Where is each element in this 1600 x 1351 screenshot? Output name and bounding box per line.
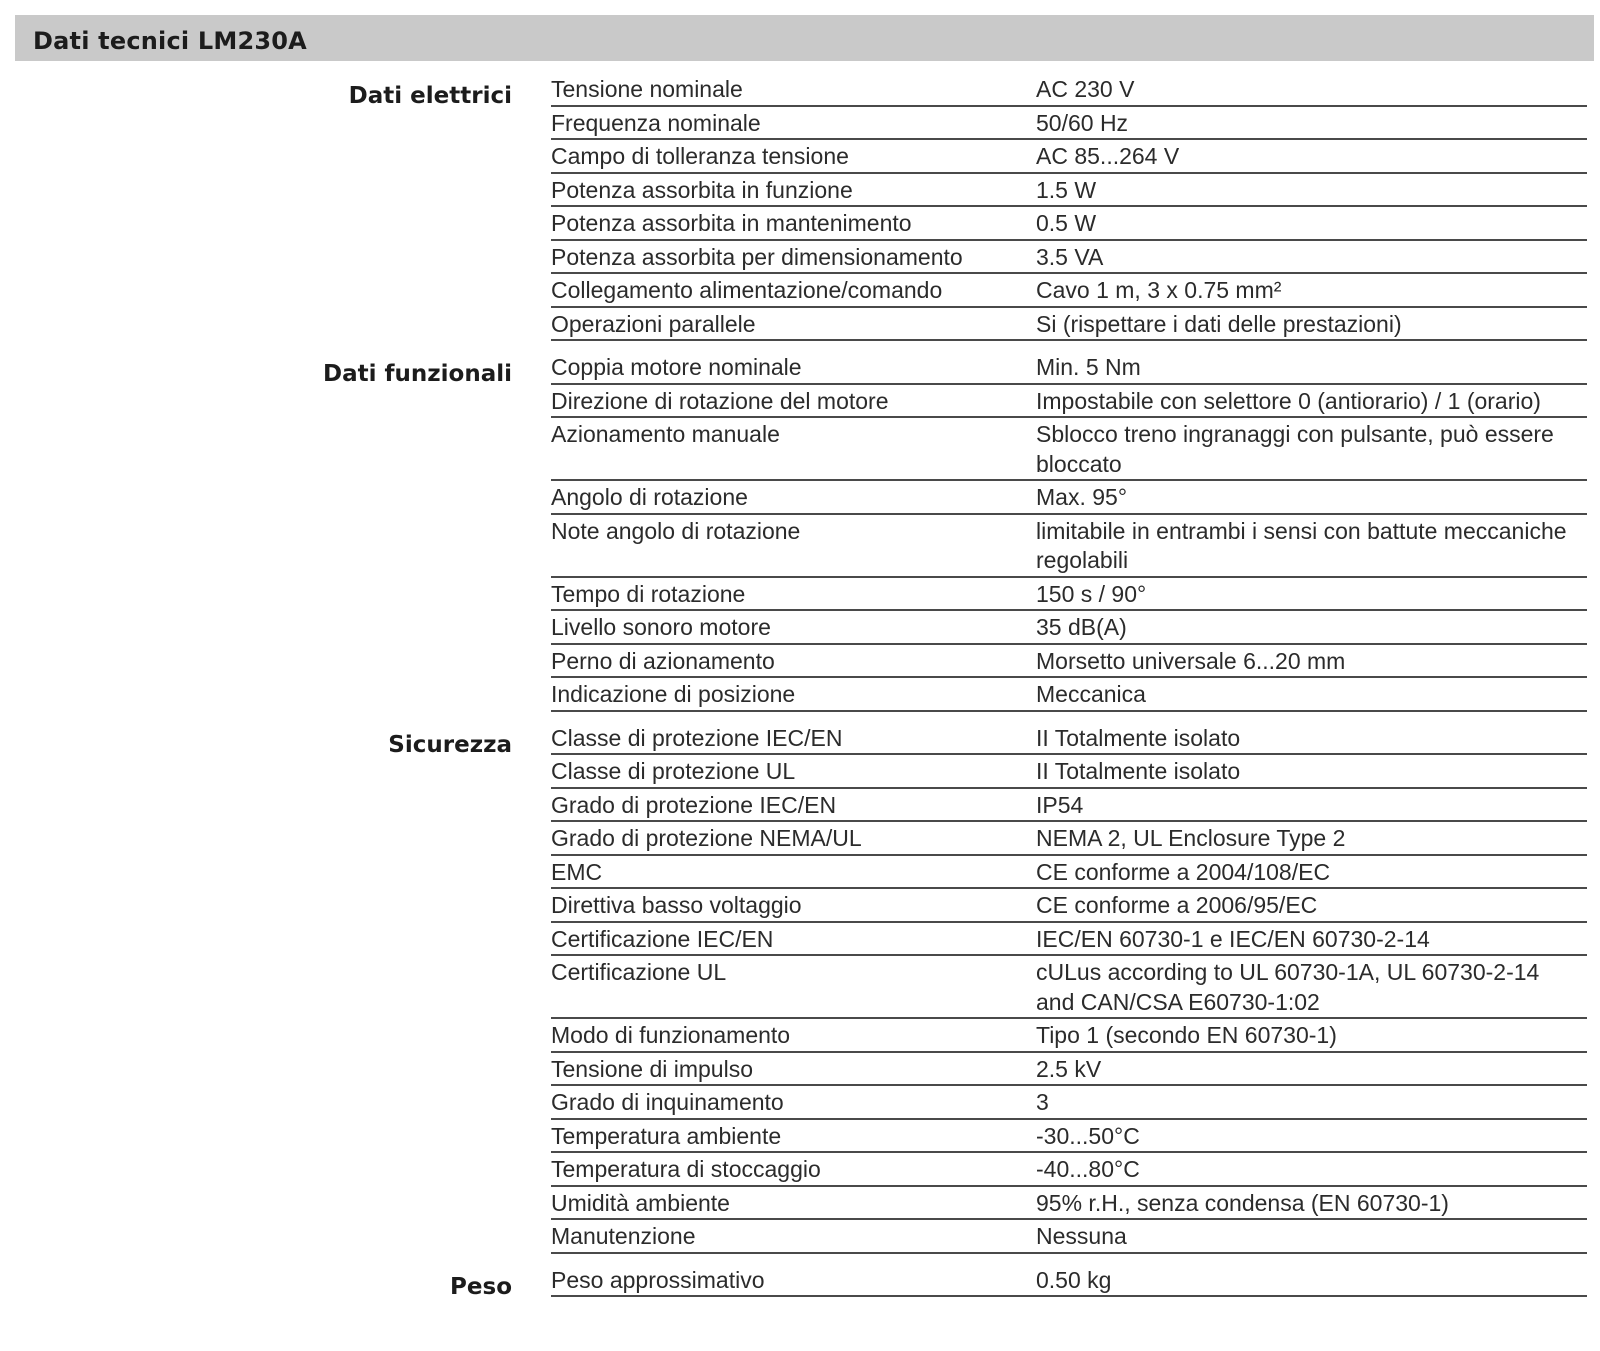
spec-key: Direzione di rotazione del motore <box>551 387 889 414</box>
spec-key: Angolo di rotazione <box>551 484 748 510</box>
spec-key: Campo di tolleranza tensione <box>551 143 849 169</box>
title-bar <box>15 15 1594 61</box>
spec-value: NEMA 2, UL Enclosure Type 2 <box>1036 825 1346 851</box>
spec-value: Nessuna <box>1036 1223 1127 1249</box>
spec-key: Temperatura ambiente <box>551 1122 782 1149</box>
spec-table <box>551 722 1587 1254</box>
spec-key: Grado di protezione NEMA/UL <box>551 825 862 851</box>
spec-key: Indicazione di posizione <box>551 681 796 707</box>
spec-key: EMC <box>551 858 603 885</box>
spec-row <box>551 1187 1587 1221</box>
spec-key: Peso approssimativo <box>551 1266 765 1293</box>
spec-key: Classe di protezione UL <box>551 758 796 784</box>
spec-value: II Totalmente isolato <box>1036 758 1241 784</box>
spec-key: Potenza assorbita in funzione <box>551 176 853 203</box>
spec-row <box>551 1153 1587 1187</box>
section-label: Dati elettrici <box>348 83 512 109</box>
spec-value: IP54 <box>1036 791 1084 818</box>
spec-row <box>551 1053 1587 1087</box>
spec-row <box>551 889 1587 923</box>
spec-value: CE conforme a 2006/95/EC <box>1036 892 1318 918</box>
spec-value: CE conforme a 2004/108/EC <box>1036 858 1331 885</box>
spec-value: 2.5 kV <box>1036 1055 1102 1082</box>
spec-value: Impostabile con selettore 0 (antiorario) / 1 (orario) <box>1036 387 1541 414</box>
spec-key: Direttiva basso voltaggio <box>551 892 802 918</box>
spec-table <box>551 351 1587 712</box>
spec-value: 50/60 Hz <box>1036 109 1129 136</box>
spec-row <box>551 755 1587 789</box>
spec-section <box>0 351 1600 712</box>
spec-value: 0.50 kg <box>1036 1266 1112 1293</box>
spec-table <box>551 1264 1587 1298</box>
spec-key: Certificazione UL <box>551 959 727 985</box>
spec-key: Modo di funzionamento <box>551 1022 791 1048</box>
spec-row <box>551 645 1587 679</box>
section-label: Dati funzionali <box>323 361 512 387</box>
spec-value: AC 85...264 V <box>1036 143 1180 169</box>
spec-value: Tipo 1 (secondo EN 60730-1) <box>1036 1022 1337 1048</box>
spec-sections <box>0 73 1600 1307</box>
spec-row <box>551 678 1587 712</box>
spec-key: Manutenzione <box>551 1223 696 1249</box>
spec-row <box>551 578 1587 612</box>
spec-value: Meccanica <box>1036 681 1146 707</box>
spec-key: Grado di protezione IEC/EN <box>551 791 837 818</box>
spec-row <box>551 1220 1587 1254</box>
spec-key: Certificazione IEC/EN <box>551 925 774 952</box>
spec-row <box>551 207 1587 241</box>
spec-value: 150 s / 90° <box>1036 580 1147 607</box>
spec-table <box>551 73 1587 341</box>
section-label: Peso <box>450 1273 512 1300</box>
spec-row <box>551 789 1587 823</box>
spec-key: Note angolo di rotazione <box>551 517 801 544</box>
spec-row <box>551 822 1587 856</box>
spec-row <box>551 274 1587 308</box>
spec-key: Azionamento manuale <box>551 421 780 447</box>
spec-row <box>551 385 1587 419</box>
spec-value: II Totalmente isolato <box>1036 724 1241 751</box>
spec-value: 3.5 VA <box>1036 243 1104 270</box>
spec-row <box>551 1264 1587 1298</box>
spec-row <box>551 956 1587 1019</box>
spec-key: Temperatura di stoccaggio <box>551 1156 821 1182</box>
spec-row <box>551 418 1587 481</box>
spec-row <box>551 351 1587 385</box>
spec-row <box>551 923 1587 957</box>
spec-row <box>551 722 1587 756</box>
spec-value: AC 230 V <box>1036 76 1135 102</box>
spec-value: 1.5 W <box>1036 176 1097 203</box>
spec-key: Tempo di rotazione <box>551 580 746 607</box>
spec-value: 0.5 W <box>1036 210 1097 236</box>
spec-row <box>551 856 1587 890</box>
spec-row <box>551 1120 1587 1154</box>
spec-section <box>0 1264 1600 1298</box>
spec-key: Umidità ambiente <box>551 1189 730 1216</box>
spec-row <box>551 241 1587 275</box>
spec-section <box>0 73 1600 341</box>
spec-key: Tensione di impulso <box>551 1055 754 1082</box>
spec-value: Sblocco treno ingranaggi con pulsante, può essere bloccato <box>1036 421 1554 477</box>
spec-key: Potenza assorbita per dimensionamento <box>551 243 963 270</box>
spec-key: Classe di protezione IEC/EN <box>551 724 843 751</box>
spec-key: Perno di azionamento <box>551 647 775 674</box>
spec-value: IEC/EN 60730-1 e IEC/EN 60730-2-14 <box>1036 925 1430 952</box>
spec-row <box>551 308 1587 342</box>
spec-value: cULus according to UL 60730-1A, UL 60730-2-14 and CAN/CSA E60730-1:02 <box>1036 959 1540 1015</box>
spec-key: Coppia motore nominale <box>551 354 802 380</box>
spec-value: 35 dB(A) <box>1036 614 1127 640</box>
spec-key: Potenza assorbita in mantenimento <box>551 210 912 236</box>
spec-value: limitabile in entrambi i sensi con battute meccaniche regolabili <box>1036 517 1567 573</box>
spec-row <box>551 107 1587 141</box>
spec-key: Tensione nominale <box>551 76 743 102</box>
spec-row <box>551 174 1587 208</box>
spec-value: -30...50°C <box>1036 1122 1140 1149</box>
spec-row <box>551 611 1587 645</box>
spec-value: 95% r.H., senza condensa (EN 60730-1) <box>1036 1189 1449 1216</box>
page-title: Dati tecnici LM230A <box>33 27 307 55</box>
spec-section <box>0 722 1600 1254</box>
spec-row <box>551 73 1587 107</box>
spec-value: Morsetto universale 6...20 mm <box>1036 647 1346 674</box>
spec-row <box>551 140 1587 174</box>
spec-row <box>551 515 1587 578</box>
spec-row <box>551 481 1587 515</box>
spec-value: Cavo 1 m, 3 x 0.75 mm² <box>1036 277 1282 303</box>
section-label: Sicurezza <box>388 731 512 758</box>
spec-value: 3 <box>1036 1089 1049 1115</box>
spec-key: Operazioni parallele <box>551 310 756 337</box>
spec-key: Collegamento alimentazione/comando <box>551 277 943 303</box>
spec-key: Livello sonoro motore <box>551 614 771 640</box>
spec-value: -40...80°C <box>1036 1156 1140 1182</box>
spec-row <box>551 1086 1587 1120</box>
spec-key: Grado di inquinamento <box>551 1089 784 1115</box>
spec-row <box>551 1019 1587 1053</box>
spec-key: Frequenza nominale <box>551 109 761 136</box>
spec-value: Max. 95° <box>1036 484 1128 510</box>
spec-value: Min. 5 Nm <box>1036 354 1141 380</box>
spec-value: Si (rispettare i dati delle prestazioni) <box>1036 310 1402 337</box>
